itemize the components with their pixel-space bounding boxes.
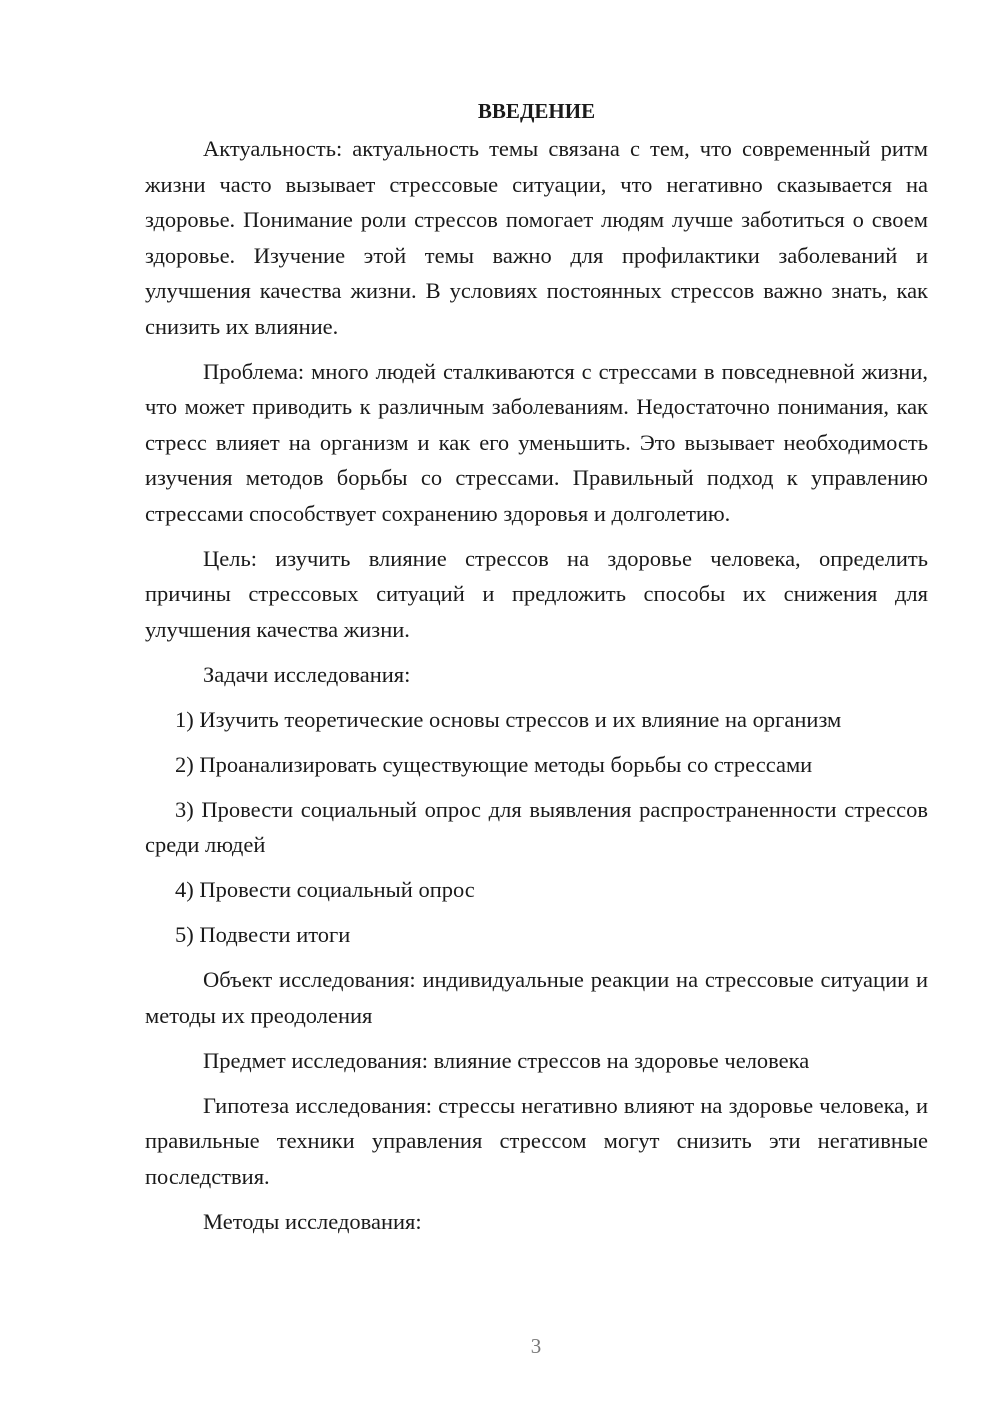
document-body — [145, 96, 928, 1249]
task-item-1: 1) Изучить теоретические основы стрессов и их влияние на организм — [175, 706, 842, 732]
paragraph-goal: Цель: изучить влияние стрессов на здоровье человека, определить причины стрессовых ситуаций и предложить способы их снижения для улучшения качества жизни. — [145, 545, 928, 642]
task-item-3: 3) Провести социальный опрос для выявления распространенности стрессов среди людей — [145, 796, 928, 857]
task-item-5: 5) Подвести итоги — [175, 922, 351, 947]
page-number: 3 — [530, 1334, 542, 1358]
paragraph-subject: Предмет исследования: влияние стрессов на здоровье человека — [203, 1047, 810, 1073]
task-item-4: 4) Провести социальный опрос — [175, 877, 475, 902]
paragraph-methods: Методы исследования: — [203, 1208, 422, 1234]
paragraph-relevance: Актуальность: актуальность темы связана с тем, что современный ритм жизни часто вызывает стрессовые ситуации, что негативно сказывается на здоровье. Понимание роли стрессов помогает людям лучше заботиться о своем здоровье. Изучение этой темы важно для профилактики заболеваний и улучшения качества жизни. В условиях постоянных стрессов важно знать, как снизить их влияние. — [145, 136, 928, 339]
paragraph-problem: Проблема: много людей сталкиваются с стрессами в повседневной жизни, что может приводить к различным заболеваниям. Недостаточно понимания, как стресс влияет на организм и как его уменьшить. Это вызывает необходимость изучения методов борьбы со стрессами. Правильный подход к управлению стрессами способствует сохранению здоровья и долголетию. — [145, 358, 928, 526]
task-item-2: 2) Проанализировать существующие методы борьбы со стрессами — [175, 751, 813, 777]
paragraph-tasks-heading: Задачи исследования: — [203, 661, 411, 687]
paragraph-object: Объект исследования: индивидуальные реакции на стрессовые ситуации и методы их преодоления — [145, 967, 928, 1028]
paragraph-hypothesis: Гипотеза исследования: стрессы негативно влияют на здоровье человека, и правильные техники управления стрессом могут снизить эти негативные последствия. — [145, 1092, 928, 1189]
page-title: ВВЕДЕНИЕ — [477, 99, 596, 123]
